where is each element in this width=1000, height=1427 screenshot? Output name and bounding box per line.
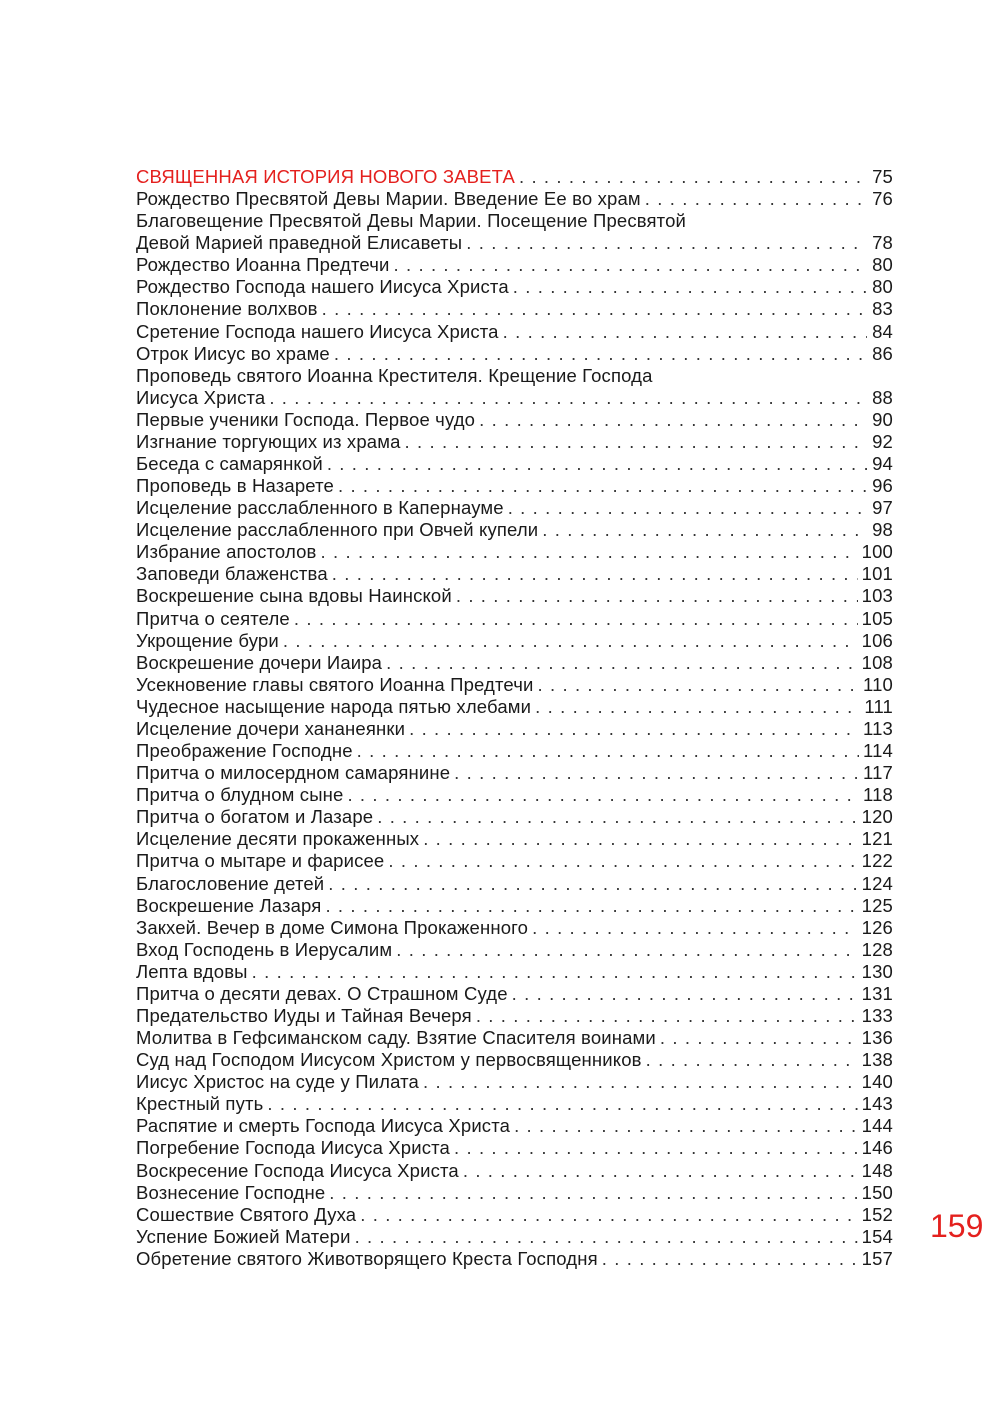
dot-leader: [283, 630, 858, 652]
toc-entry[interactable]: [136, 321, 893, 343]
dot-leader: [519, 166, 867, 188]
toc-entry-title: Заповеди блаженства: [136, 563, 328, 585]
toc-entry[interactable]: [136, 873, 893, 895]
toc-entry-title: Иисуса Христа: [136, 386, 266, 408]
toc-entry-title: Благословение детей: [136, 872, 325, 894]
toc-entry[interactable]: [136, 1049, 893, 1071]
toc-entry-page: 143: [861, 1093, 893, 1115]
toc-entry[interactable]: [136, 519, 893, 541]
toc-entry[interactable]: [136, 917, 893, 939]
toc-entry-title: Рождество Господа нашего Иисуса Христа: [136, 276, 509, 298]
toc-entry-title: Воскресение Господа Иисуса Христа: [136, 1159, 459, 1181]
dot-leader: [388, 850, 857, 872]
dot-leader: [334, 343, 867, 365]
toc-entry[interactable]: [136, 850, 893, 872]
toc-entry[interactable]: [136, 343, 893, 365]
toc-entry-title: Притча о богатом и Лазаре: [136, 806, 374, 828]
dot-leader: [423, 1071, 858, 1093]
toc-entry-title: Воскрешение сына вдовы Наинской: [136, 585, 452, 607]
toc-entry-title: Обретение святого Животворящего Креста Господня: [136, 1247, 598, 1269]
dot-leader: [454, 762, 859, 784]
section-heading[interactable]: [136, 166, 893, 188]
toc-entry-title: Беседа с самарянкой: [136, 453, 323, 475]
toc-entry-page: 138: [861, 1049, 893, 1071]
toc-entry[interactable]: [136, 475, 893, 497]
toc-entry-title: Закхей. Вечер в доме Симона Прокаженного: [136, 916, 529, 938]
dot-leader: [357, 740, 859, 762]
toc-entry[interactable]: [136, 1115, 893, 1137]
dot-leader: [423, 828, 857, 850]
toc-entry-page: 136: [861, 1027, 893, 1049]
dot-leader: [542, 519, 867, 541]
toc-entry[interactable]: [136, 585, 893, 607]
toc-entry-page: 150: [861, 1181, 893, 1203]
dot-leader: [294, 608, 858, 630]
toc-entry-title: Вознесение Господне: [136, 1181, 326, 1203]
dot-leader: [513, 276, 867, 298]
dot-leader: [332, 563, 858, 585]
toc-entry[interactable]: [136, 276, 893, 298]
toc-entry-page: 80: [872, 276, 893, 298]
toc-entry[interactable]: [136, 630, 893, 652]
toc-entry-title: Исцеление расслабленного при Овчей купели: [136, 519, 539, 541]
toc-entry[interactable]: [136, 828, 893, 850]
toc-entry-page: 124: [861, 872, 893, 894]
toc-entry-title: Поклонение волхвов: [136, 298, 318, 320]
toc-entry[interactable]: [136, 1071, 893, 1093]
toc-entry-page: 157: [861, 1247, 893, 1269]
toc-entry-page: 114: [863, 740, 893, 762]
dot-leader: [538, 674, 860, 696]
toc-entry-title: Исцеление расслабленного в Капернауме: [136, 497, 504, 519]
dot-leader: [252, 961, 858, 983]
table-of-contents: [136, 166, 893, 1270]
toc-entry-title: Укрощение бури: [136, 629, 279, 651]
dot-leader: [321, 541, 858, 563]
toc-entry[interactable]: [136, 387, 893, 409]
toc-entry[interactable]: [136, 762, 893, 784]
toc-entry[interactable]: [136, 895, 893, 917]
toc-entry-page: 105: [861, 607, 893, 629]
toc-entry-title: Отрок Иисус во храме: [136, 342, 330, 364]
toc-entry-page: 80: [872, 254, 893, 276]
toc-entry-title: Воскрешение дочери Иаира: [136, 651, 383, 673]
toc-entry-title: Первые ученики Господа. Первое чудо: [136, 408, 476, 430]
toc-entry-page: 83: [872, 298, 893, 320]
toc-entry-page: 110: [863, 673, 893, 695]
dot-leader: [535, 696, 860, 718]
toc-entry-page: 131: [861, 982, 893, 1004]
toc-entry[interactable]: [136, 608, 893, 630]
dot-leader: [360, 1204, 857, 1226]
dot-leader: [503, 321, 867, 343]
dot-leader: [602, 1248, 858, 1270]
toc-entry[interactable]: [136, 1027, 893, 1049]
toc-entry[interactable]: [136, 961, 893, 983]
dot-leader: [645, 188, 867, 210]
toc-entry[interactable]: [136, 1226, 893, 1248]
toc-entry-page: 78: [872, 232, 893, 254]
dot-leader: [646, 1049, 858, 1071]
toc-entry[interactable]: [136, 1093, 893, 1115]
toc-entry-first-line[interactable]: [136, 365, 893, 387]
toc-entry-page: 76: [872, 188, 893, 210]
dot-leader: [396, 939, 857, 961]
dot-leader: [512, 983, 858, 1005]
toc-entry-page: 96: [872, 475, 893, 497]
toc-entry-page: 90: [872, 408, 893, 430]
dot-leader: [479, 409, 867, 431]
toc-entry[interactable]: [136, 453, 893, 475]
toc-entry-title: Притча о десяти девах. О Страшном Суде: [136, 982, 508, 1004]
toc-entry[interactable]: [136, 1182, 893, 1204]
toc-entry[interactable]: [136, 431, 893, 453]
toc-entry-page: 106: [861, 629, 893, 651]
toc-entry[interactable]: [136, 1137, 893, 1159]
dot-leader: [377, 806, 857, 828]
dot-leader: [322, 298, 867, 320]
toc-entry-title: Сретение Господа нашего Иисуса Христа: [136, 320, 499, 342]
section-heading-page: 75: [872, 166, 893, 187]
toc-entry-page: 121: [861, 828, 893, 850]
toc-entry-title: Преображение Господне: [136, 740, 353, 762]
toc-entry[interactable]: [136, 983, 893, 1005]
toc-entry[interactable]: [136, 1204, 893, 1226]
toc-entry-page: 84: [872, 320, 893, 342]
dot-leader: [508, 497, 867, 519]
toc-entry-title: Чудесное насыщение народа пятью хлебами: [136, 695, 532, 717]
toc-entry[interactable]: [136, 1248, 893, 1270]
toc-entry-page: 117: [863, 762, 893, 784]
toc-entry[interactable]: [136, 784, 893, 806]
toc-entry-first-line[interactable]: [136, 210, 893, 232]
toc-entry[interactable]: [136, 696, 893, 718]
toc-entry-title-line1: Проповедь святого Иоанна Крестителя. Крещение Господа: [136, 364, 653, 386]
toc-entry-title: Суд над Господом Иисусом Христом у первосвященников: [136, 1049, 642, 1071]
toc-entry-title: Притча о сеятеле: [136, 607, 290, 629]
dot-leader: [409, 718, 859, 740]
toc-entry[interactable]: [136, 1160, 893, 1182]
toc-entry-page: 92: [872, 430, 893, 452]
dot-leader: [466, 232, 867, 254]
toc-entry-title: Притча о блудном сыне: [136, 784, 344, 806]
toc-entry-title: Распятие и смерть Господа Иисуса Христа: [136, 1115, 511, 1137]
toc-entry-page: 118: [863, 784, 893, 806]
toc-entry-page: 111: [864, 695, 893, 717]
toc-entry[interactable]: [136, 740, 893, 762]
toc-entry-title: Лепта вдовы: [136, 960, 248, 982]
toc-entry-title: Избрание апостолов: [136, 541, 317, 563]
toc-entry-page: 86: [872, 342, 893, 364]
toc-entry-page: 108: [861, 651, 893, 673]
toc-entry-page: 128: [861, 938, 893, 960]
toc-entry-page: 101: [861, 563, 893, 585]
dot-leader: [327, 453, 867, 475]
toc-entry-title: Иисус Христос на суде у Пилата: [136, 1071, 419, 1093]
toc-entry-page: 94: [872, 453, 893, 475]
toc-entry-page: 154: [861, 1225, 893, 1247]
toc-entry[interactable]: [136, 1005, 893, 1027]
toc-entry-title: Воскрешение Лазаря: [136, 894, 322, 916]
dot-leader: [476, 1005, 858, 1027]
dot-leader: [325, 895, 857, 917]
toc-entry-page: 126: [861, 916, 893, 938]
toc-entry-page: 88: [872, 386, 893, 408]
toc-entry[interactable]: [136, 939, 893, 961]
toc-entry[interactable]: [136, 652, 893, 674]
dot-leader: [329, 1182, 857, 1204]
toc-entry-page: 144: [861, 1115, 893, 1137]
section-heading-title: СВЯЩЕННАЯ ИСТОРИЯ НОВОГО ЗАВЕТА: [136, 166, 515, 187]
toc-entry[interactable]: [136, 188, 893, 210]
page-number: 159: [930, 1208, 984, 1244]
toc-entry-title: Девой Марией праведной Елисаветы: [136, 232, 463, 254]
toc-entry[interactable]: [136, 718, 893, 740]
toc-entry[interactable]: [136, 254, 893, 276]
toc-entry[interactable]: [136, 674, 893, 696]
dot-leader: [514, 1115, 858, 1137]
toc-entry-title: Успение Божией Матери: [136, 1225, 351, 1247]
toc-entry[interactable]: [136, 232, 893, 254]
toc-entry-title: Молитва в Гефсиманском саду. Взятие Спасителя воинами: [136, 1027, 656, 1049]
toc-entry-title-line1: Благовещение Пресвятой Девы Марии. Посещение Пресвятой: [136, 210, 687, 232]
toc-entry-page: 98: [872, 519, 893, 541]
toc-entry-title: Проповедь в Назарете: [136, 475, 334, 497]
toc-entry-page: 113: [863, 717, 893, 739]
dot-leader: [660, 1027, 858, 1049]
toc-entry-title: Погребение Господа Иисуса Христа: [136, 1137, 450, 1159]
toc-entry[interactable]: [136, 541, 893, 563]
toc-entry-title: Усекновение главы святого Иоанна Предтечи: [136, 673, 534, 695]
dot-leader: [269, 387, 867, 409]
toc-entry-page: 133: [861, 1004, 893, 1026]
toc-entry-title: Рождество Пресвятой Девы Марии. Введение Ее во храм: [136, 188, 641, 210]
toc-entry-title: Крестный путь: [136, 1093, 264, 1115]
toc-entry-page: 100: [861, 541, 893, 563]
toc-entry-page: 122: [861, 850, 893, 872]
toc-entry[interactable]: [136, 806, 893, 828]
dot-leader: [347, 784, 859, 806]
dot-leader: [463, 1160, 858, 1182]
toc-entry-page: 97: [872, 497, 893, 519]
dot-leader: [532, 917, 858, 939]
toc-entry-page: 125: [861, 894, 893, 916]
dot-leader: [328, 873, 857, 895]
toc-entry-title: Вход Господень в Иерусалим: [136, 938, 393, 960]
toc-entry-title: Предательство Иуды и Тайная Вечеря: [136, 1004, 472, 1026]
toc-entry-page: 148: [861, 1159, 893, 1181]
toc-entry[interactable]: [136, 497, 893, 519]
dot-leader: [338, 475, 867, 497]
dot-leader: [454, 1137, 858, 1159]
toc-entry-title: Притча о милосердном самарянине: [136, 762, 451, 784]
toc-entry[interactable]: [136, 563, 893, 585]
dot-leader: [456, 585, 858, 607]
toc-entry-page: 146: [861, 1137, 893, 1159]
toc-entry[interactable]: [136, 409, 893, 431]
toc-entry-title: Сошествие Святого Духа: [136, 1203, 357, 1225]
toc-entry-page: 120: [861, 806, 893, 828]
toc-entry[interactable]: [136, 298, 893, 320]
toc-entry-title: Рождество Иоанна Предтечи: [136, 254, 390, 276]
dot-leader: [267, 1093, 857, 1115]
toc-entry-page: 152: [861, 1203, 893, 1225]
toc-entry-title: Изгнание торгующих из храма: [136, 430, 401, 452]
dot-leader: [386, 652, 858, 674]
dot-leader: [405, 431, 867, 453]
toc-entry-page: 103: [861, 585, 893, 607]
dot-leader: [355, 1226, 858, 1248]
toc-entry-page: 140: [861, 1071, 893, 1093]
toc-entry-title: Исцеление дочери хананеянки: [136, 717, 406, 739]
toc-entry-title: Притча о мытаре и фарисее: [136, 850, 385, 872]
toc-entry-title: Исцеление десяти прокаженных: [136, 828, 420, 850]
dot-leader: [394, 254, 868, 276]
toc-entry-page: 130: [861, 960, 893, 982]
